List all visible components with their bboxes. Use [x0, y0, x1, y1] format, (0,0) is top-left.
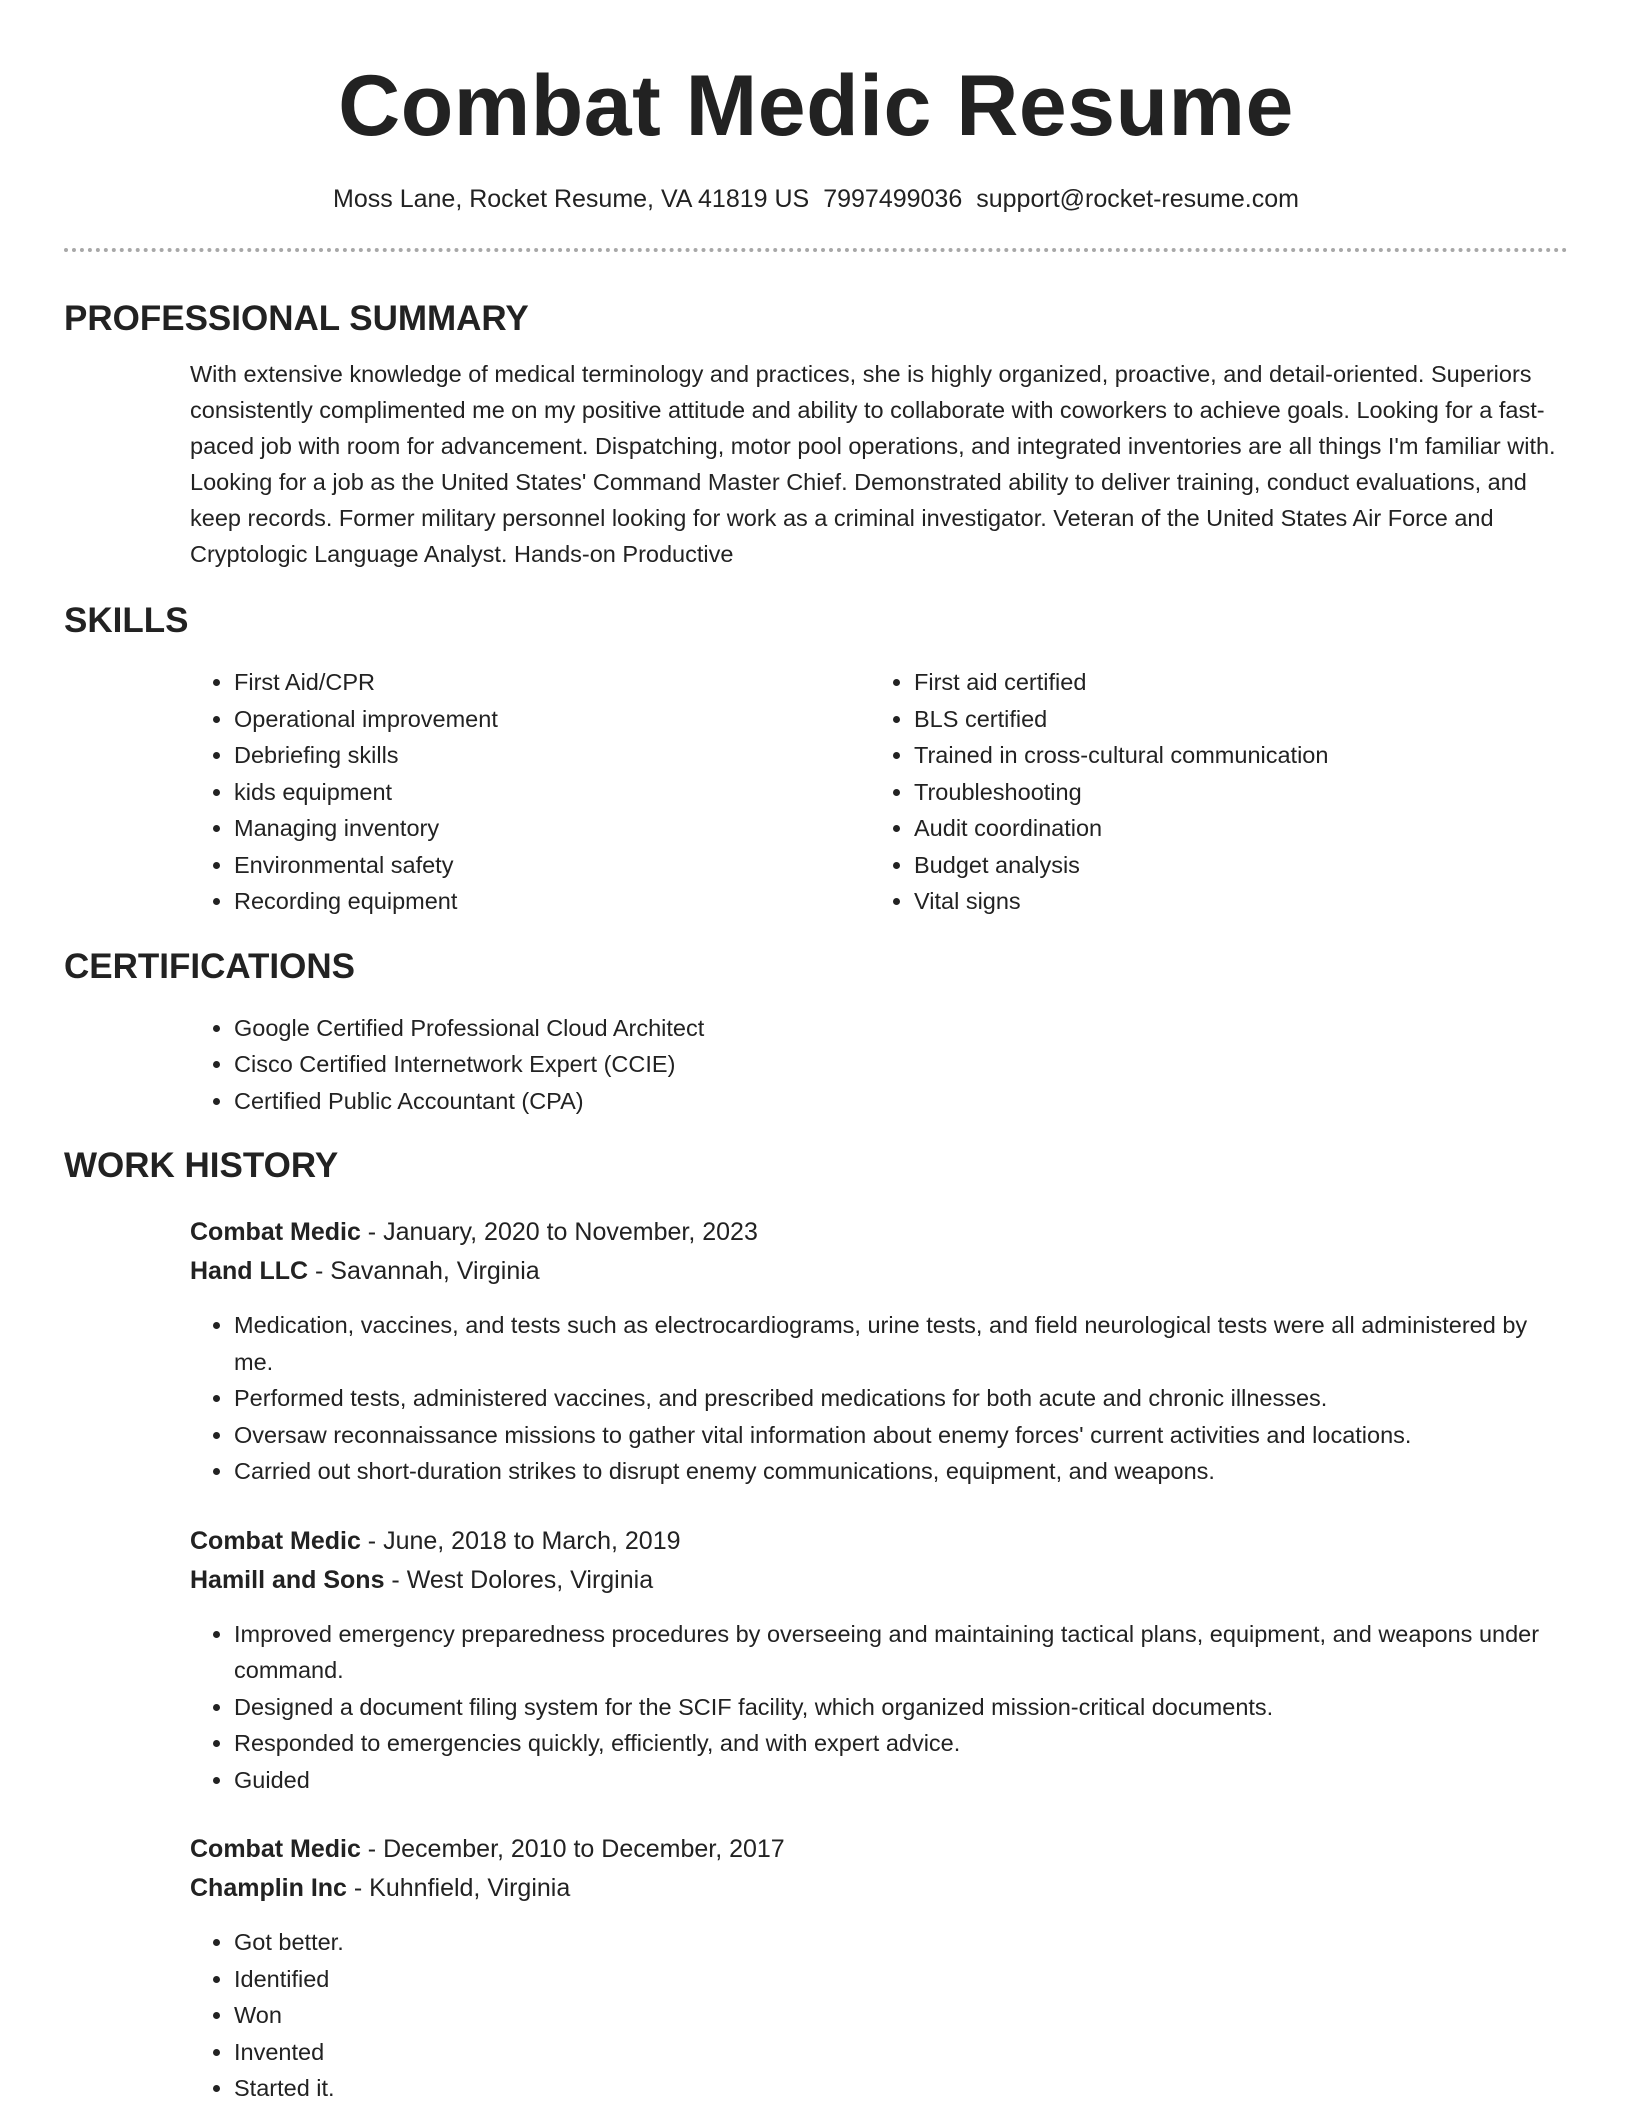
- contact-line: [64, 184, 1568, 214]
- skill-item: • Recording equipment: [234, 883, 870, 920]
- header-divider: [64, 248, 1568, 252]
- job-title-line: [190, 1213, 1568, 1252]
- certification-item: • Certified Public Accountant (CPA): [234, 1083, 1568, 1120]
- skill-item: • Audit coordination: [914, 810, 1550, 847]
- job-bullet: • Medication, vaccines, and tests such as electrocardiograms, urine tests, and field neurological tests were all administered by me.: [234, 1307, 1568, 1380]
- job-title: Combat Medic: [190, 1526, 361, 1555]
- job-location: - Savannah, Virginia: [308, 1257, 540, 1285]
- work-history-section: [64, 1145, 1568, 2107]
- job-entry: [190, 1522, 1568, 1799]
- certifications-heading: CERTIFICATIONS: [64, 946, 356, 986]
- resume-title: Combat Medic Resume: [338, 58, 1294, 154]
- job-company: Hamill and Sons: [190, 1565, 385, 1594]
- skills-list-left: [190, 664, 870, 920]
- skill-item: • First aid certified: [914, 664, 1550, 701]
- job-bullets-wrap: [190, 1924, 1568, 2107]
- job-bullets: [190, 1616, 1568, 1799]
- skills-list-right: [870, 664, 1550, 920]
- job-bullet: • Got better.: [234, 1924, 1568, 1961]
- job-company-line: [190, 1869, 1568, 1908]
- skill-item: • Operational improvement: [234, 701, 870, 738]
- job-company: Champlin Inc: [190, 1874, 347, 1902]
- job-title-line: [190, 1522, 1568, 1561]
- work-history-heading: WORK HISTORY: [64, 1146, 339, 1185]
- job-dates: - December, 2010 to December, 2017: [360, 1835, 785, 1863]
- skill-item: • Environmental safety: [234, 847, 870, 884]
- job-bullets: [190, 1924, 1568, 2107]
- certification-item: • Cisco Certified Internetwork Expert (CCIE): [234, 1046, 1568, 1083]
- job-title-line: [190, 1830, 1568, 1869]
- certifications-list: [190, 1010, 1568, 1120]
- job-bullet: • Performed tests, administered vaccines, and prescribed medications for both acute and chronic illnesses.: [234, 1380, 1568, 1417]
- job-bullet: • Carried out short-duration strikes to disrupt enemy communications, equipment, and weapons.: [234, 1453, 1568, 1490]
- certification-item: • Google Certified Professional Cloud Architect: [234, 1010, 1568, 1047]
- job-bullets-wrap: [190, 1307, 1568, 1490]
- skills-section: [64, 600, 1568, 920]
- job-bullet: • Responded to emergencies quickly, efficiently, and with expert advice.: [234, 1725, 1568, 1762]
- job-location: - West Dolores, Virginia: [384, 1565, 654, 1594]
- skill-item: • Managing inventory: [234, 810, 870, 847]
- contact-address: Moss Lane, Rocket Resume, VA 41819 US: [333, 185, 810, 213]
- job-bullet: • Invented: [234, 2034, 1568, 2071]
- job-company-line: [190, 1561, 1568, 1600]
- certifications-section: [64, 946, 1568, 1120]
- certifications-list-wrap: [190, 1010, 1568, 1120]
- job-bullet: • Identified: [234, 1961, 1568, 1998]
- job-bullets-wrap: [190, 1616, 1568, 1799]
- job-bullet: • Oversaw reconnaissance missions to gather vital information about enemy forces' current activities and locations.: [234, 1417, 1568, 1454]
- job-location: - Kuhnfield, Virginia: [346, 1874, 571, 1902]
- job-bullet: • Won: [234, 1997, 1568, 2034]
- skill-item: • Vital signs: [914, 883, 1550, 920]
- skill-item: • Budget analysis: [914, 847, 1550, 884]
- skill-item: • Trained in cross-cultural communication: [914, 737, 1550, 774]
- job-company: Hand LLC: [190, 1257, 309, 1285]
- contact-email: support@rocket-resume.com: [976, 185, 1299, 213]
- summary-heading: PROFESSIONAL SUMMARY: [64, 299, 529, 338]
- skill-item: • Troubleshooting: [914, 774, 1550, 811]
- skills-heading: SKILLS: [64, 601, 189, 640]
- skills-column-right: [870, 664, 1550, 920]
- skill-item: • Debriefing skills: [234, 737, 870, 774]
- job-company-line: [190, 1252, 1568, 1291]
- job-bullet: • Designed a document filing system for the SCIF facility, which organized mission-critical documents.: [234, 1689, 1568, 1726]
- skills-columns: [190, 664, 1568, 920]
- summary-section: [64, 298, 1568, 572]
- job-title: Combat Medic: [190, 1835, 361, 1863]
- job-title: Combat Medic: [190, 1218, 361, 1246]
- summary-text: With extensive knowledge of medical terminology and practices, she is highly organized, proactive, and detail-oriented. Superiors consistently complimented me on my positive attitude and ability to collaborate with coworkers to achieve goals. Looking for a fast-paced job with room for advancement. Dispatching, motor pool operations, and integrated inventories are all things I'm familiar with. Looking for a job as the United States' Command Master Chief. Demonstrated ability to deliver training, conduct evaluations, and keep records. Former military personnel looking for work as a criminal investigator. Veteran of the United States Air Force and Cryptologic Language Analyst. Hands-on Productive: [190, 361, 1556, 567]
- contact-phone: 7997499036: [823, 185, 963, 213]
- job-bullet: • Improved emergency preparedness procedures by overseeing and maintaining tactical plans, equipment, and weapons under command.: [234, 1616, 1568, 1689]
- job-bullet: • Guided: [234, 1762, 1568, 1799]
- job-bullets: [190, 1307, 1568, 1490]
- skills-column-left: [190, 664, 870, 920]
- job-bullet: • Started it.: [234, 2070, 1568, 2107]
- job-entry: [190, 1830, 1568, 2107]
- skill-item: • First Aid/CPR: [234, 664, 870, 701]
- skill-item: • BLS certified: [914, 701, 1550, 738]
- job-dates: - June, 2018 to March, 2019: [360, 1526, 681, 1555]
- skill-item: • kids equipment: [234, 774, 870, 811]
- job-entry: [190, 1213, 1568, 1490]
- job-dates: - January, 2020 to November, 2023: [360, 1218, 758, 1246]
